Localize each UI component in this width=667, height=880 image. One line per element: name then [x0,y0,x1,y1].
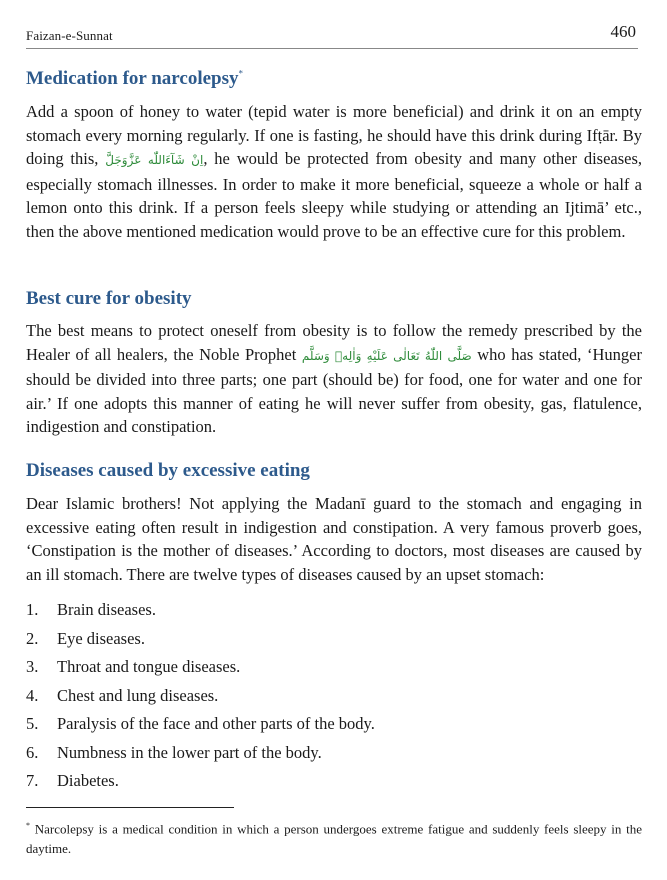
running-title: Faizan-e-Sunnat [26,28,113,43]
disease-list [26,596,375,796]
arabic-phrase-inshallah: اِنْ شَآءَاللّٰه عَزَّوَجَلَّ [105,153,204,167]
footnote-divider [26,807,234,808]
paragraph-excessive-eating: Dear Islamic brothers! Not applying the Madanī guard to the stomach and engaging in excessive eating often result in indigestion and constipation. A very famous proverb goes, ‘Constipation is the mother of diseases.’ According to doctors, most diseases are caused by an ill stomach. There are twelve types of diseases caused by an upset stomach: [26,494,642,584]
list-item: 1. Brain diseases. [26,600,156,619]
paragraph-obesity: The best means to protect oneself from obesity is to follow the remedy prescribed by the Healer of all healers, the Noble Prophet صَلَّى اللّٰهُ تَعَالٰى عَلَيْهِ وَاٰلِهٖ وَسَلَّم who has stated, ‘Hunger should be divided into three parts; one part (should be) for food, one for water and one for air.’ If one adopts this manner of eating he will never suffer from obesity, gas, flatulence, indigestion and constipation. [26,321,642,436]
page-header [26,22,638,49]
list-item: 6. Numbness in the lower part of the body. [26,742,322,762]
list-item: 3. Throat and tongue diseases. [26,657,241,676]
section-heading-narcolepsy: Medication for narcolepsy* [26,68,243,89]
paragraph-narcolepsy: Add a spoon of honey to water (tepid water is more beneficial) and drink it on an empty stomach every morning regularly. If one is fasting, he should have this drink during Ifṭār. By doing this, اِنْ شَآءَاللّٰه عَزَّوَجَلَّ, he would be protected from obesity and many other diseases, especially stomach illnesses. In order to make it more beneficial, squeeze a whole or half a lemon onto this drink. If a person feels sleepy while studying or attending an Ijtimā’ etc., then the above mentioned medication would prove to be an effective cure for this problem. [26,102,643,241]
footnote-marker: * [238,68,243,79]
list-item: 5. Paralysis of the face and other parts of the body. [26,714,375,733]
page-number: 460 [610,22,636,41]
list-item: 7. Diabetes. [26,771,119,790]
section-heading-excessive-eating: Diseases caused by excessive eating [26,460,310,481]
footnote: * Narcolepsy is a medical condition in which a person undergoes extreme fatigue and suddenly feels sleepy in the daytime. [26,821,642,857]
arabic-phrase-salutation: صَلَّى اللّٰهُ تَعَالٰى عَلَيْهِ وَاٰلِهٖ وَسَلَّم [301,348,472,363]
list-item: 2. Eye diseases. [26,628,145,648]
section-heading-obesity: Best cure for obesity [26,288,192,309]
list-item: 4. Chest and lung diseases. [26,685,219,705]
